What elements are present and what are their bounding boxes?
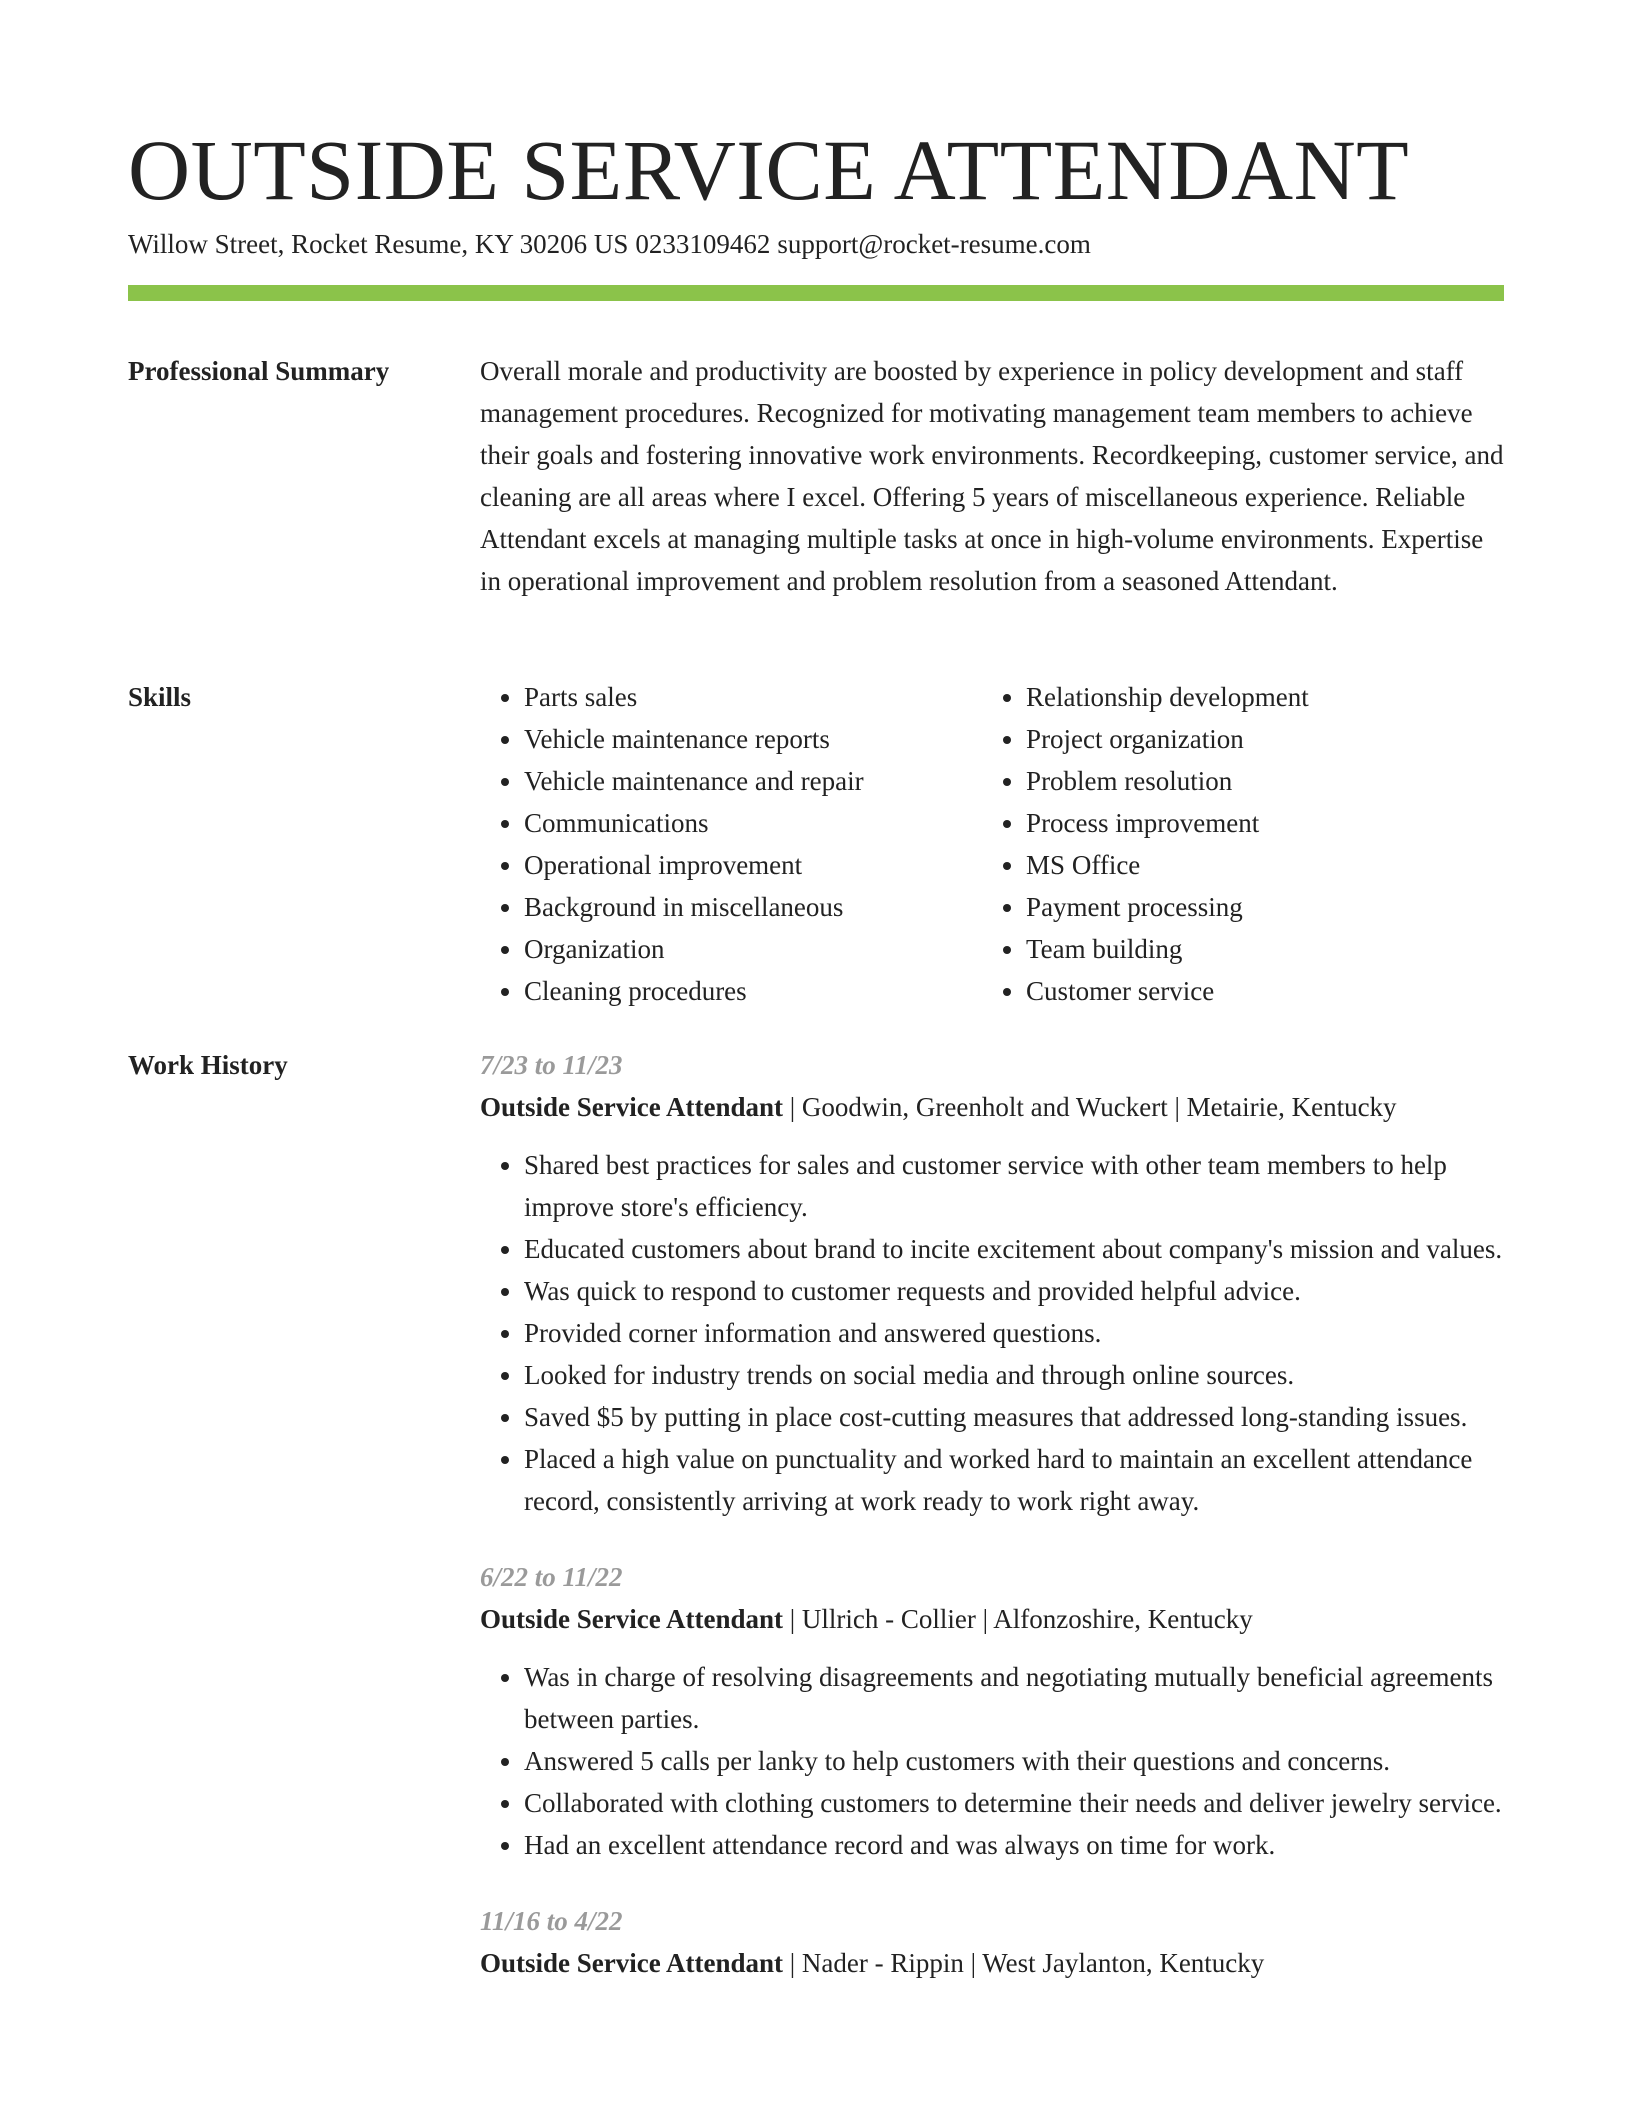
skills-body — [480, 676, 1504, 1012]
job-entry — [480, 1900, 1504, 1984]
skill-item: • Payment processing — [1026, 886, 1504, 928]
skill-item: • Problem resolution — [1026, 760, 1504, 802]
job-dates: 11/16 to 4/22 — [480, 1906, 623, 1936]
summary-body — [480, 350, 1504, 602]
job-employer: | Nader - Rippin | West Jaylanton, Kentucky — [783, 1948, 1265, 1978]
skills-list-right — [982, 676, 1504, 1012]
skill-item: • Vehicle maintenance reports — [524, 718, 982, 760]
skill-item: • Operational improvement — [524, 844, 982, 886]
skill-item: • Parts sales — [524, 676, 982, 718]
job-bullet: • Answered 5 calls per lanky to help customers with their questions and concerns. — [524, 1740, 1504, 1782]
job-bullet: • Provided corner information and answered questions. — [524, 1312, 1504, 1354]
skill-item: • Cleaning procedures — [524, 970, 982, 1012]
job-bullet: • Had an excellent attendance record and was always on time for work. — [524, 1824, 1504, 1866]
skill-item: • Vehicle maintenance and repair — [524, 760, 982, 802]
job-employer: | Goodwin, Greenholt and Wuckert | Metairie, Kentucky — [783, 1092, 1397, 1122]
job-bullet: • Educated customers about brand to incite excitement about company's mission and values. — [524, 1228, 1504, 1270]
job-heading — [480, 1942, 1504, 1984]
job-entry — [480, 1556, 1504, 1866]
job-bullet: • Placed a high value on punctuality and worked hard to maintain an excellent attendance record, consistently arriving at work ready to work right away. — [524, 1438, 1504, 1522]
job-bullet: • Shared best practices for sales and customer service with other team members to help improve store's efficiency. — [524, 1144, 1504, 1228]
summary-text: Overall morale and productivity are boosted by experience in policy development and staff management procedures. Recognized for motivating management team members to achieve their goals and fostering innovative work environments. Recordkeeping, customer service, and cleaning are all areas where I excel. Offering 5 years of miscellaneous experience. Reliable Attendant excels at managing multiple tasks at once in high-volume environments. Expertise in operational improvement and problem resolution from a seasoned Attendant. — [480, 356, 1504, 596]
job-bullets — [480, 1144, 1504, 1522]
skill-item: • Communications — [524, 802, 982, 844]
summary-heading: Professional Summary — [128, 356, 390, 386]
skill-item: • MS Office — [1026, 844, 1504, 886]
skill-item: • Team building — [1026, 928, 1504, 970]
skill-item: • Relationship development — [1026, 676, 1504, 718]
job-bullet: • Looked for industry trends on social media and through online sources. — [524, 1354, 1504, 1396]
job-heading — [480, 1598, 1504, 1640]
job-title: Outside Service Attendant — [480, 1604, 783, 1634]
contact-address: Willow Street, Rocket Resume, KY 30206 US — [128, 229, 629, 259]
contact-line — [128, 226, 1504, 262]
job-bullets — [480, 1656, 1504, 1866]
contact-phone: 0233109462 — [635, 229, 771, 259]
work-history-body — [480, 1044, 1504, 1984]
job-dates: 6/22 to 11/22 — [480, 1562, 623, 1592]
job-title: Outside Service Attendant — [480, 1092, 783, 1122]
job-employer: | Ullrich - Collier | Alfonzoshire, Kentucky — [783, 1604, 1253, 1634]
job-bullet: • Collaborated with clothing customers to determine their needs and deliver jewelry service. — [524, 1782, 1504, 1824]
resume-header — [128, 118, 1504, 262]
job-heading — [480, 1086, 1504, 1128]
job-bullet: • Was quick to respond to customer requests and provided helpful advice. — [524, 1270, 1504, 1312]
header-divider — [128, 285, 1504, 301]
skill-item: • Process improvement — [1026, 802, 1504, 844]
skill-item: • Background in miscellaneous — [524, 886, 982, 928]
work-history-heading: Work History — [128, 1050, 288, 1080]
job-entry — [480, 1044, 1504, 1522]
job-bullet: • Saved $5 by putting in place cost-cutting measures that addressed long-standing issues. — [524, 1396, 1504, 1438]
contact-email: support@rocket-resume.com — [777, 229, 1091, 259]
skill-item: • Customer service — [1026, 970, 1504, 1012]
skill-item: • Organization — [524, 928, 982, 970]
candidate-name: OUTSIDE SERVICE ATTENDANT — [128, 122, 1410, 218]
skill-item: • Project organization — [1026, 718, 1504, 760]
skills-list-left — [480, 676, 982, 1012]
job-bullet: • Was in charge of resolving disagreements and negotiating mutually beneficial agreements between parties. — [524, 1656, 1504, 1740]
job-dates: 7/23 to 11/23 — [480, 1050, 623, 1080]
job-title: Outside Service Attendant — [480, 1948, 783, 1978]
skills-heading: Skills — [128, 682, 192, 712]
